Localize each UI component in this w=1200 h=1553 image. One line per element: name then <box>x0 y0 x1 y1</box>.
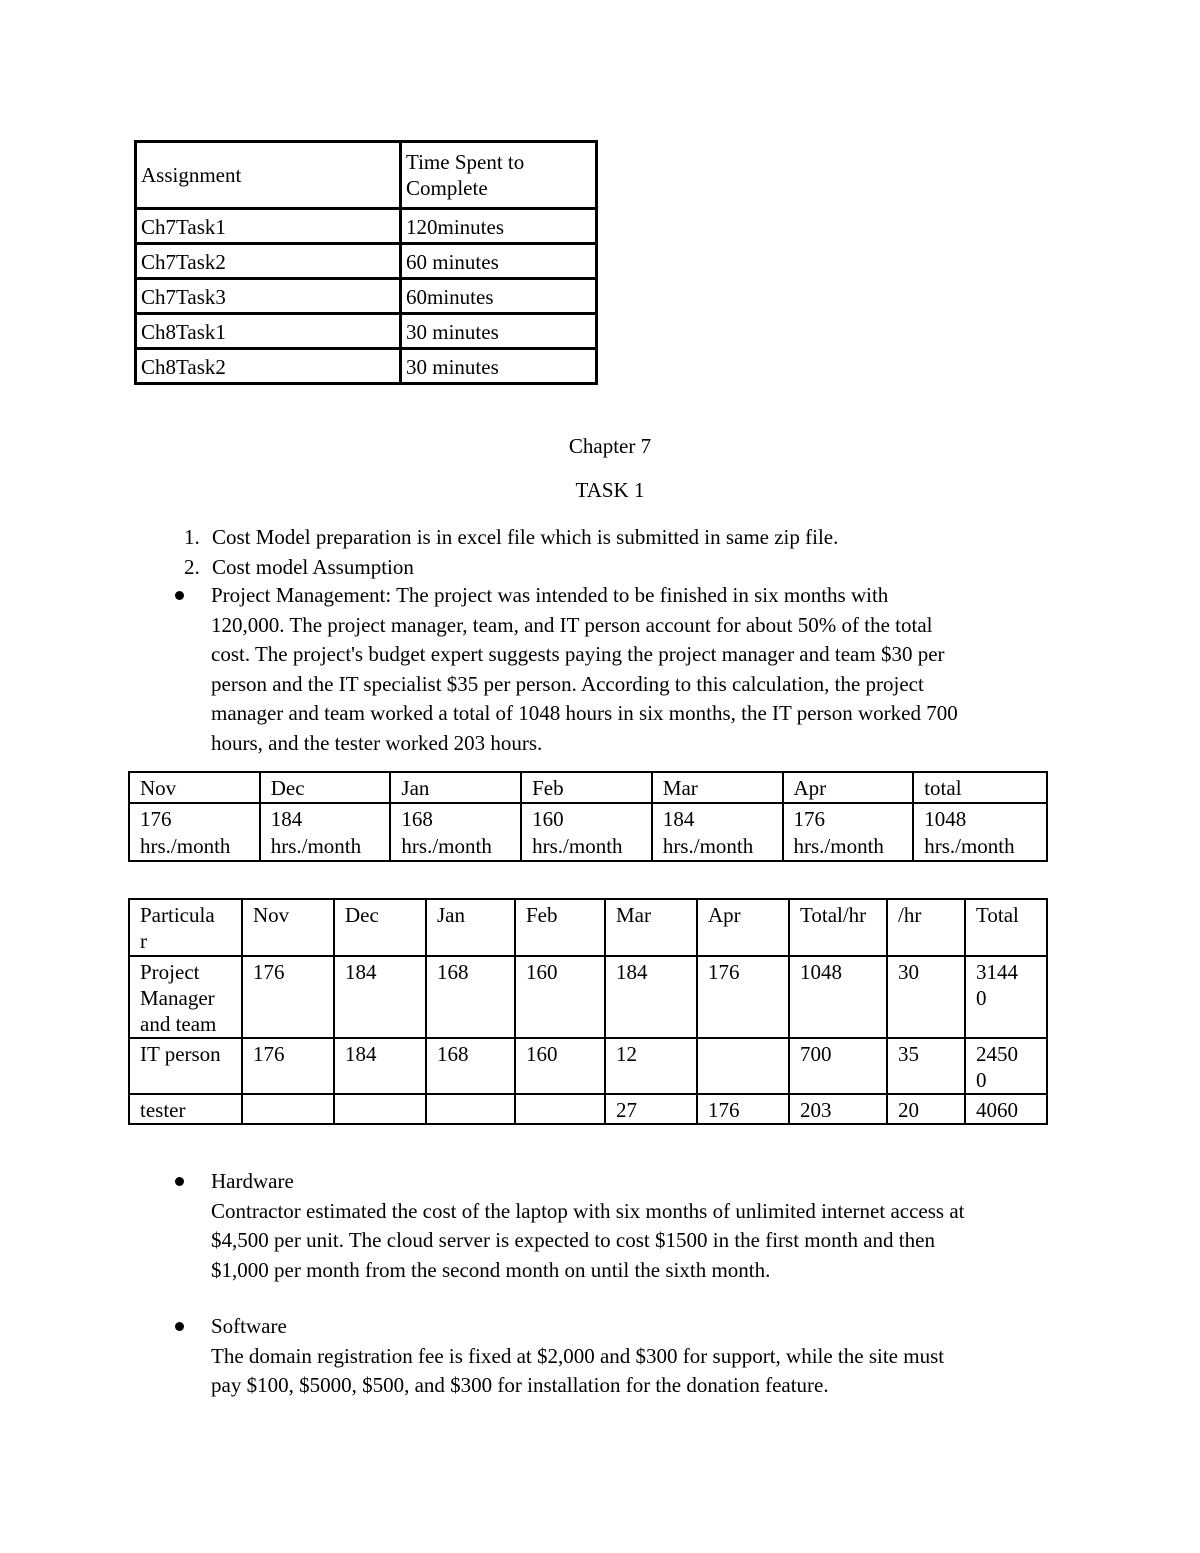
month-header: Feb <box>521 772 652 803</box>
monthly-hours-table <box>128 771 1048 862</box>
header-total: Total <box>965 899 1047 956</box>
paragraph-line: 120,000. The project manager, team, and IT person account for about 50% of the total <box>211 612 933 637</box>
table-cell: 203 <box>789 1094 887 1124</box>
paragraph-line: pay $100, $5000, $500, and $300 for installation for the donation feature. <box>211 1373 829 1397</box>
particular-cell: tester <box>129 1094 242 1124</box>
table-cell: 3144 0 <box>965 956 1047 1038</box>
month-header: Jan <box>390 772 521 803</box>
header-assignment: Assignment <box>136 142 401 209</box>
time-cell: 120minutes <box>401 209 597 244</box>
list-item <box>184 552 838 582</box>
paragraph-line: person and the IT specialist $35 per person. According to this calculation, the project <box>211 671 924 696</box>
hours-value: 176 <box>140 807 172 831</box>
software-title: Software <box>211 1314 287 1338</box>
hours-cell <box>783 803 914 861</box>
hours-value: 184 <box>662 807 695 831</box>
total-header: total <box>913 772 1047 803</box>
table-cell: 184 <box>334 1038 426 1094</box>
table-row <box>136 349 597 384</box>
table-row <box>129 803 1047 861</box>
paragraph-line: $4,500 per unit. The cloud server is expected to cost $1500 in the first month and then <box>211 1228 935 1252</box>
paragraph-line: manager and team worked a total of 1048 hours in six months, the IT person worked 700 <box>211 701 958 725</box>
table-row <box>129 956 1047 1038</box>
table-cell: 176 <box>697 1094 789 1124</box>
particular-cell: Project Manager and team <box>129 956 242 1038</box>
time-cell: 60minutes <box>401 279 597 314</box>
hours-unit: hrs./month <box>924 834 1015 858</box>
project-management-paragraph <box>211 581 1071 758</box>
hours-value: 168 <box>401 807 433 831</box>
assignment-cell: Ch7Task2 <box>136 244 401 279</box>
paragraph-line: hours, and the tester worked 203 hours. <box>211 730 543 755</box>
chapter-title: Chapter 7 <box>568 434 652 458</box>
header-total-hours: Total/hr <box>789 899 887 956</box>
assignment-cell: Ch8Task1 <box>136 314 401 349</box>
paragraph-line: Contractor estimated the cost of the laptop with six months of unlimited internet access at <box>211 1198 965 1223</box>
header-time-spent: Time Spent to Complete <box>401 142 597 209</box>
table-cell: 184 <box>605 956 697 1038</box>
table-cell: 27 <box>605 1094 697 1124</box>
numbered-list <box>184 522 839 582</box>
table-cell: 168 <box>426 1038 515 1094</box>
table-cell: 700 <box>789 1038 887 1094</box>
time-cell: 30 minutes <box>401 314 597 349</box>
month-header: Mar <box>652 772 783 803</box>
table-cell <box>426 1094 515 1124</box>
month-header: Mar <box>605 899 697 956</box>
table-cell: 12 <box>605 1038 697 1094</box>
table-cell: 168 <box>426 956 515 1038</box>
hardware-title: Hardware <box>211 1169 294 1193</box>
hours-cell <box>521 803 652 861</box>
hardware-section <box>211 1167 1071 1285</box>
hours-cell <box>129 803 260 861</box>
hours-cell <box>390 803 521 861</box>
bullet-icon <box>175 1177 184 1186</box>
table-row <box>129 1038 1047 1094</box>
paragraph-line: cost. The project's budget expert suggests paying the project manager and team $30 per <box>211 642 945 666</box>
time-spent-table <box>134 140 598 385</box>
time-cell: 30 minutes <box>401 349 597 384</box>
table-cell: 2450 0 <box>965 1038 1047 1094</box>
hours-cell <box>913 803 1047 861</box>
bullet-icon <box>175 591 184 600</box>
hours-unit: hrs./month <box>270 834 362 858</box>
table-cell: 176 <box>242 956 334 1038</box>
hours-value: 176 <box>793 807 826 831</box>
hours-value: 184 <box>270 807 303 831</box>
assignment-cell: Ch8Task2 <box>136 349 401 384</box>
month-header: Nov <box>242 899 334 956</box>
hours-value: 160 <box>532 807 564 831</box>
table-cell <box>334 1094 426 1124</box>
list-item-text: Cost model Assumption <box>212 555 414 579</box>
table-header-row <box>129 772 1047 803</box>
table-cell: 184 <box>334 956 426 1038</box>
software-section <box>211 1312 1071 1401</box>
table-cell <box>242 1094 334 1124</box>
table-cell: 30 <box>887 956 965 1038</box>
list-item-text: Cost Model preparation is in excel file which is submitted in same zip file. <box>212 525 839 549</box>
table-cell: 4060 <box>965 1094 1047 1124</box>
table-header-row <box>136 142 597 209</box>
table-cell: 35 <box>887 1038 965 1094</box>
table-cell: 160 <box>515 956 605 1038</box>
month-header: Nov <box>129 772 260 803</box>
hours-unit: hrs./month <box>793 834 884 858</box>
table-cell: 20 <box>887 1094 965 1124</box>
header-rate: /hr <box>887 899 965 956</box>
month-header: Dec <box>260 772 391 803</box>
paragraph-line: $1,000 per month from the second month on until the sixth month. <box>211 1257 771 1282</box>
hours-unit: hrs./month <box>401 834 492 858</box>
month-header: Jan <box>426 899 515 956</box>
table-cell <box>515 1094 605 1124</box>
paragraph-line: Project Management: The project was intended to be finished in six months with <box>211 583 889 607</box>
table-cell: 1048 <box>789 956 887 1038</box>
table-row <box>136 209 597 244</box>
list-item <box>184 522 839 552</box>
task-title: TASK 1 <box>575 478 645 502</box>
month-header: Apr <box>783 772 914 803</box>
table-row <box>136 279 597 314</box>
table-header-row <box>129 899 1047 956</box>
table-cell: 176 <box>697 956 789 1038</box>
header-particular: Particula r <box>129 899 242 956</box>
hours-unit: hrs./month <box>140 834 231 858</box>
paragraph-line: The domain registration fee is fixed at $2,000 and $300 for support, while the site must <box>211 1343 945 1368</box>
hours-cell <box>260 803 391 861</box>
month-header: Dec <box>334 899 426 956</box>
month-header: Apr <box>697 899 789 956</box>
list-number: 2. <box>184 555 200 579</box>
cost-breakdown-table <box>128 898 1048 1125</box>
table-cell: 160 <box>515 1038 605 1094</box>
bullet-icon <box>175 1322 184 1331</box>
month-header: Feb <box>515 899 605 956</box>
assignment-cell: Ch7Task1 <box>136 209 401 244</box>
particular-cell: IT person <box>129 1038 242 1094</box>
table-row <box>136 244 597 279</box>
assignment-cell: Ch7Task3 <box>136 279 401 314</box>
hours-cell <box>652 803 783 861</box>
table-row <box>136 314 597 349</box>
table-cell: 176 <box>242 1038 334 1094</box>
hours-unit: hrs./month <box>662 834 754 858</box>
time-cell: 60 minutes <box>401 244 597 279</box>
table-row <box>129 1094 1047 1124</box>
list-number: 1. <box>184 525 200 549</box>
hours-unit: hrs./month <box>532 834 623 858</box>
table-cell <box>697 1038 789 1094</box>
hours-value: 1048 <box>924 807 967 831</box>
